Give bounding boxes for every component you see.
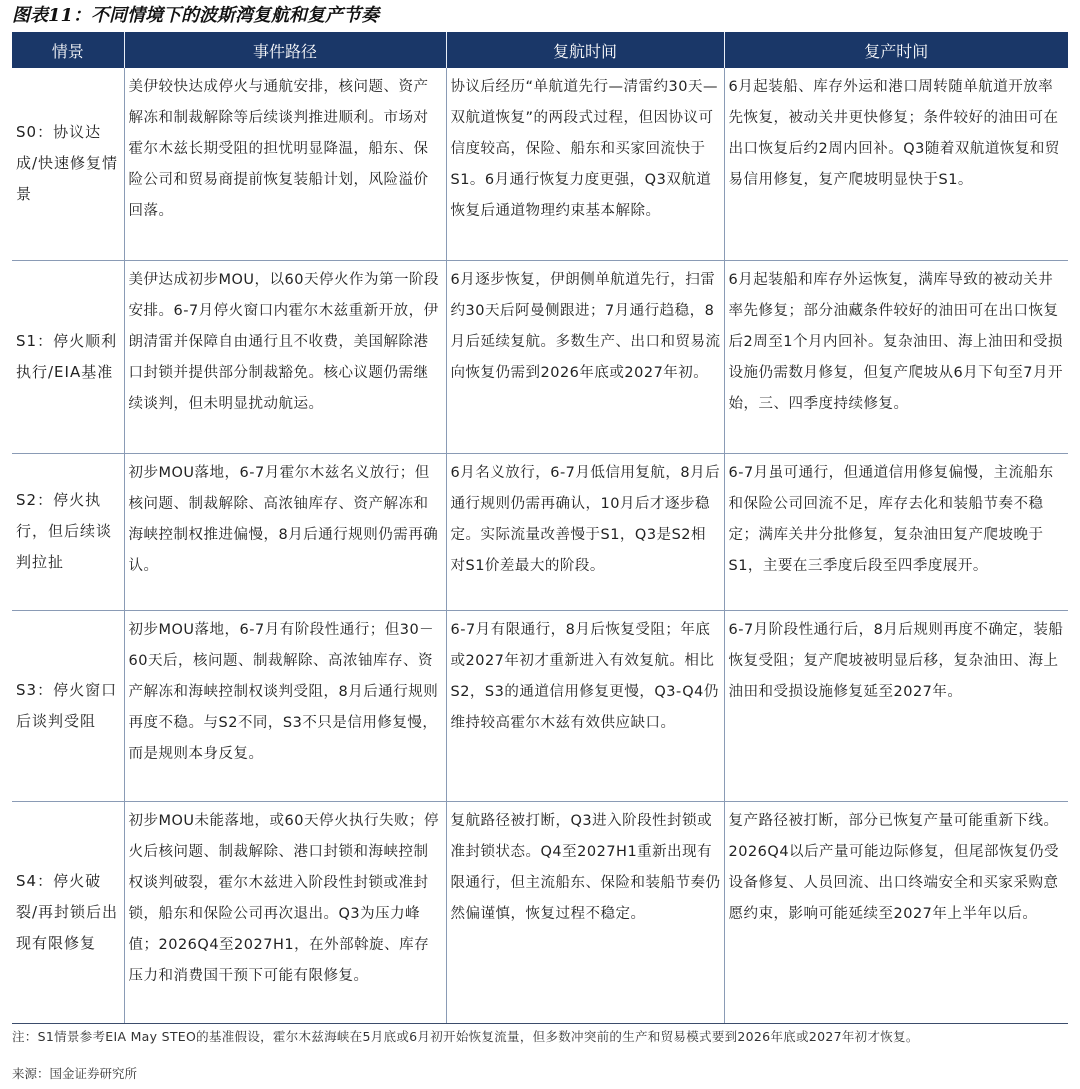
column-header-production-time: 复产时间 <box>724 32 1068 68</box>
table-row <box>12 610 1068 801</box>
scenario-cell: S2：停火执行，但后续谈判拉扯 <box>12 453 124 610</box>
production-time-cell: 复产路径被打断，部分已恢复产量可能重新下线。2026Q4以后产量可能边际修复，但尾部恢复仍受设备修复、人员回流、出口终端安全和买家采购意愿约束，影响可能延续至2027年上半年以后。 <box>724 801 1068 1023</box>
footnote: 注：S1情景参考EIA May STEO的基准假设，霍尔木兹海峡在5月底或6月初开始恢复流量，但多数冲突前的生产和贸易模式要到2026年底或2027年初才恢复。 <box>12 1029 919 1044</box>
column-header-scenario: 情景 <box>12 32 124 68</box>
event-path-cell: 美伊较快达成停火与通航安排，核问题、资产解冻和制裁解除等后续谈判推进顺利。市场对霍尔木兹长期受阻的担忧明显降温，船东、保险公司和贸易商提前恢复装船计划，风险溢价回落。 <box>124 68 446 260</box>
table-header-row <box>12 32 1068 68</box>
production-time-cell: 6月起装船和库存外运恢复，满库导致的被动关井率先修复；部分油藏条件较好的油田可在出口恢复后2周至1个月内回补。复杂油田、海上油田和受损设施仍需数月修复，但复产爬坡从6月下旬至7月开始，三、四季度持续修复。 <box>724 260 1068 453</box>
table-row <box>12 453 1068 610</box>
production-time-cell: 6月起装船、库存外运和港口周转随单航道开放率先恢复，被动关井更快修复；条件较好的油田可在出口恢复后约2周内回补。Q3随着双航道恢复和贸易信用修复，复产爬坡明显快于S1。 <box>724 68 1068 260</box>
shipping-time-cell: 协议后经历“单航道先行—清雷约30天—双航道恢复”的两段式过程，但因协议可信度较高，保险、船东和买家回流快于S1。6月通行恢复力度更强，Q3双航道恢复后通道物理约束基本解除。 <box>446 68 724 260</box>
scenario-cell: S1：停火顺利执行/EIA基准 <box>12 260 124 453</box>
production-time-cell: 6-7月虽可通行，但通道信用修复偏慢，主流船东和保险公司回流不足，库存去化和装船节奏不稳定；满库关井分批修复，复杂油田复产爬坡晚于S1，主要在三季度后段至四季度展开。 <box>724 453 1068 610</box>
event-path-cell: 初步MOU未能落地，或60天停火执行失败；停火后核问题、制裁解除、港口封锁和海峡控制权谈判破裂，霍尔木兹进入阶段性封锁或准封锁，船东和保险公司再次退出。Q3为压力峰值；2026Q4至2027H1，在外部斡旋、库存压力和消费国干预下可能有限修复。 <box>124 801 446 1023</box>
event-path-cell: 初步MOU落地，6-7月霍尔木兹名义放行；但核问题、制裁解除、高浓铀库存、资产解冻和海峡控制权推进偏慢，8月后通行规则仍需再确认。 <box>124 453 446 610</box>
figure-title: 图表11：不同情境下的波斯湾复航和复产节奏 <box>12 5 380 26</box>
event-path-cell: 初步MOU落地，6-7月有阶段性通行；但30－60天后，核问题、制裁解除、高浓铀库存、资产解冻和海峡控制权谈判受阻，8月后通行规则再度不稳。与S2不同，S3不只是信用修复慢，而是规则本身反复。 <box>124 610 446 801</box>
event-path-cell: 美伊达成初步MOU，以60天停火作为第一阶段安排。6-7月停火窗口内霍尔木兹重新开放，伊朗清雷并保障自由通行且不收费，美国解除港口封锁并提供部分制裁豁免。核心议题仍需继续谈判，但未明显扰动航运。 <box>124 260 446 453</box>
column-header-event-path: 事件路径 <box>124 32 446 68</box>
scenario-table <box>12 32 1068 1024</box>
scenario-cell: S4：停火破裂/再封锁后出现有限修复 <box>12 801 124 1023</box>
column-header-shipping-time: 复航时间 <box>446 32 724 68</box>
table-row <box>12 68 1068 260</box>
shipping-time-cell: 6月逐步恢复，伊朗侧单航道先行，扫雷约30天后阿曼侧跟进；7月通行趋稳，8月后延续复航。多数生产、出口和贸易流向恢复仍需到2026年底或2027年初。 <box>446 260 724 453</box>
scenario-cell: S3：停火窗口后谈判受阻 <box>12 610 124 801</box>
production-time-cell: 6-7月阶段性通行后，8月后规则再度不确定，装船恢复受阻；复产爬坡被明显后移，复杂油田、海上油田和受损设施修复延至2027年。 <box>724 610 1068 801</box>
shipping-time-cell: 6月名义放行，6-7月低信用复航，8月后通行规则仍需再确认，10月后才逐步稳定。实际流量改善慢于S1，Q3是S2相对S1价差最大的阶段。 <box>446 453 724 610</box>
scenario-cell: S0：协议达成/快速修复情景 <box>12 68 124 260</box>
table-row <box>12 801 1068 1023</box>
shipping-time-cell: 复航路径被打断，Q3进入阶段性封锁或准封锁状态。Q4至2027H1重新出现有限通行，但主流船东、保险和装船节奏仍然偏谨慎，恢复过程不稳定。 <box>446 801 724 1023</box>
table-row <box>12 260 1068 453</box>
source-line: 来源：国金证券研究所 <box>12 1066 138 1081</box>
shipping-time-cell: 6-7月有限通行，8月后恢复受阻；年底或2027年初才重新进入有效复航。相比S2，S3的通道信用修复更慢，Q3-Q4仍维持较高霍尔木兹有效供应缺口。 <box>446 610 724 801</box>
